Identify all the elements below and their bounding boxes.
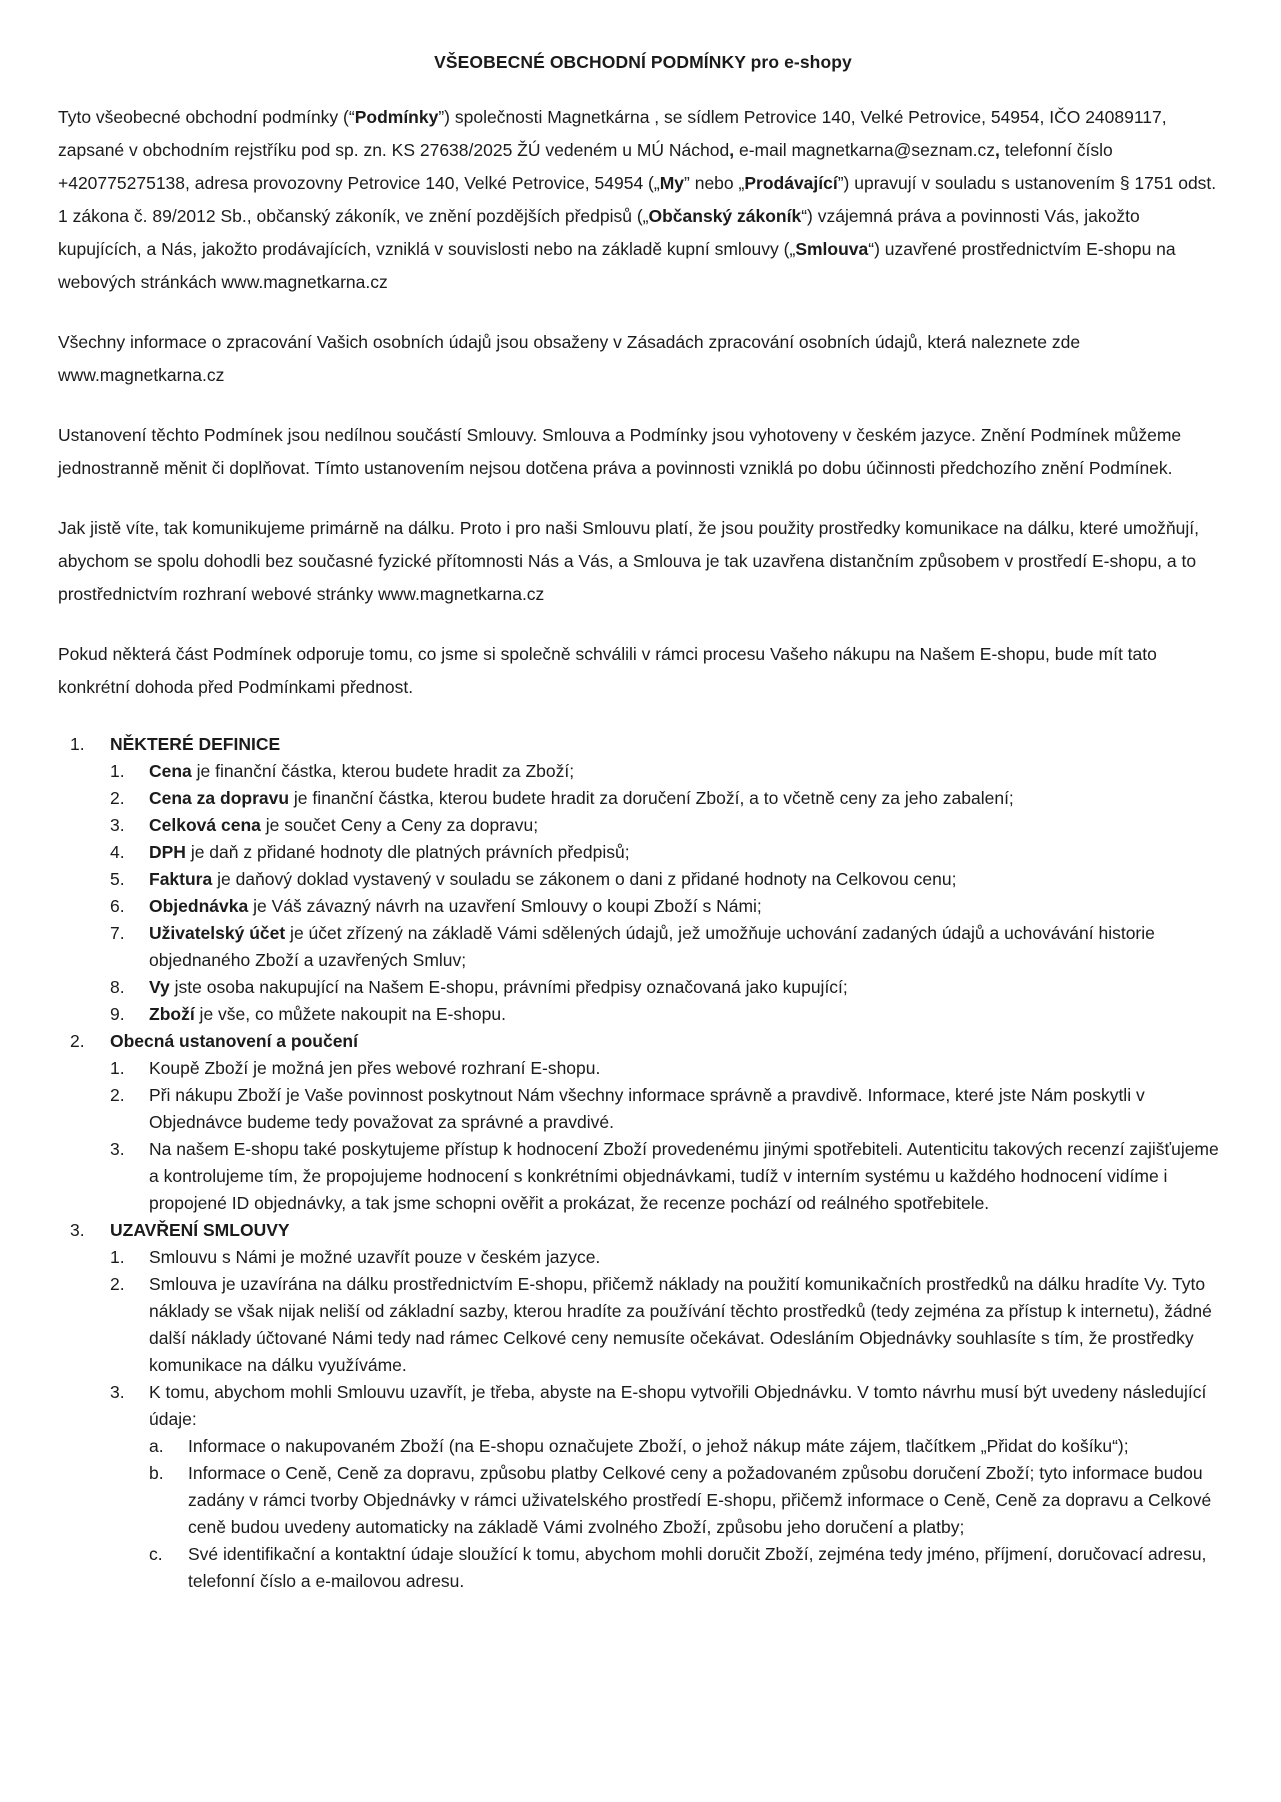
item-text	[149, 896, 762, 916]
item-description: Na našem E-shopu také poskytujeme přístup k hodnocení Zboží provedenému jinými spotřebiteli. Autenticitu takových recenzí zajišťujeme a kontrolujeme tím, že propojujeme hodnocení s konkrétními objednávkami, tudíž v interním systému u každého hodnocení vidíme i propojené ID objednávky, a tak jsme schopni ověřit a prokázat, že recenze pochází od reálného spotřebitele.	[149, 1139, 1219, 1213]
document-title: VŠEOBECNÉ OBCHODNÍ PODMÍNKY pro e-shopy	[434, 52, 852, 72]
text-run: telefonní číslo +420775275138, adresa provozovny Petrovice 140, Velké Petrovice, 54954 („	[58, 140, 1113, 193]
item-text	[149, 788, 1014, 808]
defined-term: Faktura	[149, 869, 213, 889]
list-item	[110, 1244, 1228, 1271]
item-number: 1.	[110, 761, 125, 781]
defined-term: Celková cena	[149, 815, 261, 835]
intro-paragraph-3: Ustanovení těchto Podmínek jsou nedílnou součástí Smlouvy. Smlouva a Podmínky jsou vyhotoveny v českém jazyce. Znění Podmínek můžeme jednostranně měnit či doplňovat. Tímto ustanovením nejsou dotčena práva a povinnosti vzniklá po dobu účinnosti předchozího znění Podmínek.	[58, 425, 1182, 478]
item-description: Smlouvu s Námi je možné uzavřít pouze v českém jazyce.	[149, 1247, 601, 1267]
item-description: je účet zřízený na základě Vámi sdělených údajů, jež umožňuje uchování zadaných údajů a uchovávání historie objednaného Zboží a uzavřených Smluv;	[149, 923, 1155, 970]
sub-item-text: Své identifikační a kontaktní údaje sloužící k tomu, abychom mohli doručit Zboží, zejména tedy jméno, příjmení, doručovací adresu, telefonní číslo a e-mailovou adresu.	[188, 1544, 1207, 1591]
item-number: 8.	[110, 977, 125, 997]
defined-term: Cena za dopravu	[149, 788, 290, 808]
intro-paragraph-4: Jak jistě víte, tak komunikujeme primárně na dálku. Proto i pro naši Smlouvu platí, že jsou použity prostředky komunikace na dálku, které umožňují, abychom se spolu dohodli bez současné fyzické přítomnosti Nás a Vás, a Smlouva je tak uzavřena distančním způsobem v prostředí E-shopu, a to prostřednictvím rozhraní webové stránky www.magnetkarna.cz	[58, 518, 1199, 604]
defined-term: Občanský zákoník	[648, 206, 802, 226]
intro-paragraph-2: Všechny informace o zpracování Vašich osobních údajů jsou obsaženy v Zásadách zpracování osobních údajů, která naleznete zde www.magnetkarna.cz	[58, 332, 1081, 385]
item-description: Smlouva je uzavírána na dálku prostřednictvím E-shopu, přičemž náklady na použití komunikačních prostředků na dálku hradíte Vy. Tyto náklady se však nijak neliší od základní sazby, kterou hradíte za používání těchto prostředků (tedy zejména za přístup k internetu), žádné další náklady účtované Námi tedy nad rámec Celkové ceny nemusíte očekávat. Odesláním Objednávky souhlasíte s tím, že prostředky komunikace na dálku využíváme.	[149, 1274, 1212, 1375]
item-number: 3.	[110, 1382, 125, 1402]
defined-term: Vy	[149, 977, 170, 997]
item-number: 5.	[110, 869, 125, 889]
list-item	[110, 974, 1228, 1001]
sections-list	[58, 731, 1228, 1595]
text-run: ” nebo „	[684, 173, 745, 193]
list-item	[110, 1271, 1228, 1379]
sub-item-letter: c.	[149, 1544, 163, 1564]
item-text	[149, 842, 630, 862]
item-number: 1.	[110, 1247, 125, 1267]
item-text	[149, 761, 574, 781]
section-1	[58, 731, 1228, 1028]
text-run: e-mail magnetkarna@seznam.cz	[734, 140, 996, 160]
item-text	[149, 1004, 506, 1024]
item-text	[149, 1247, 600, 1267]
list-item	[110, 812, 1228, 839]
item-text	[149, 977, 848, 997]
list-item	[110, 785, 1228, 812]
defined-term: ,	[995, 140, 1000, 160]
item-number: 1.	[110, 1058, 125, 1078]
intro-paragraph-5: Pokud některá část Podmínek odporuje tomu, co jsme si společně schválili v rámci procesu Vašeho nákupu na Našem E-shopu, bude mít tato konkrétní dohoda před Podmínkami přednost.	[58, 644, 1157, 697]
item-description: je daň z přidané hodnoty dle platných právních předpisů;	[185, 842, 630, 862]
text-run: Tyto všeobecné obchodní podmínky (“	[58, 107, 355, 127]
list-item	[110, 1001, 1228, 1028]
section-number: 3.	[70, 1220, 85, 1240]
text-run: “) uzavřené prostřednictvím E-shopu na webových stránkách www.magnetkarna.cz	[58, 239, 1176, 292]
list-item	[110, 1136, 1228, 1217]
section-number: 2.	[70, 1031, 85, 1051]
item-description: jste osoba nakupující na Našem E-shopu, právními předpisy označovaná jako kupující;	[169, 977, 848, 997]
defined-term: My	[659, 173, 685, 193]
defined-term: Podmínky	[354, 107, 439, 127]
item-description: Při nákupu Zboží je Vaše povinnost poskytnout Nám všechny informace správně a pravdivě. Informace, které jste Nám poskytli v Objednávce budeme tedy považovat za správné a pravdivé.	[149, 1085, 1145, 1132]
item-text	[149, 815, 538, 835]
item-text	[149, 923, 1155, 970]
sub-item	[149, 1460, 1228, 1541]
text-run: ”) upravují v souladu s ustanovením § 1751 odst. 1 zákona č. 89/2012 Sb., občanský zákoník, ve znění pozdějších předpisů („	[58, 173, 1217, 226]
defined-term: Prodávající	[744, 173, 838, 193]
list-item	[110, 1379, 1228, 1595]
sub-item	[149, 1541, 1228, 1595]
item-number: 3.	[110, 1139, 125, 1159]
list-item	[110, 893, 1228, 920]
defined-term: Zboží	[149, 1004, 195, 1024]
item-description: je daňový doklad vystavený v souladu se zákonem o dani z přidané hodnoty na Celkovou cenu;	[212, 869, 957, 889]
sub-item-text: Informace o nakupovaném Zboží (na E-shopu označujete Zboží, o jehož nákup máte zájem, tlačítkem „Přidat do košíku“);	[188, 1436, 1129, 1456]
item-description: K tomu, abychom mohli Smlouvu uzavřít, je třeba, abyste na E-shopu vytvořili Objednávku. V tomto návrhu musí být uvedeny následující údaje:	[149, 1382, 1207, 1429]
list-item	[110, 1055, 1228, 1082]
section-title: UZAVŘENÍ SMLOUVY	[110, 1220, 290, 1240]
item-number: 3.	[110, 815, 125, 835]
item-description: je součet Ceny a Ceny za dopravu;	[260, 815, 539, 835]
item-number: 9.	[110, 1004, 125, 1024]
item-description: je finanční částka, kterou budete hradit za doručení Zboží, a to včetně ceny za jeho zabalení;	[289, 788, 1014, 808]
list-item	[110, 758, 1228, 785]
section-3	[58, 1217, 1228, 1595]
text-run: ”) společnosti Magnetkárna , se sídlem Petrovice 140, Velké Petrovice, 54954, IČO 24089117, zapsané v obchodním rejstříku pod sp. zn. KS 27638/2025 ŽÚ vedeném u MÚ Náchod	[58, 107, 1167, 160]
section-title: NĚKTERÉ DEFINICE	[110, 734, 281, 754]
item-text	[149, 1274, 1212, 1375]
item-number: 2.	[110, 1085, 125, 1105]
intro-paragraph-1	[58, 101, 1228, 299]
item-number: 6.	[110, 896, 125, 916]
list-item	[110, 866, 1228, 893]
sub-item-letter: a.	[149, 1436, 164, 1456]
item-description: je Váš závazný návrh na uzavření Smlouvy o koupi Zboží s Námi;	[248, 896, 762, 916]
item-description: je finanční částka, kterou budete hradit za Zboží;	[191, 761, 575, 781]
item-text	[149, 1382, 1206, 1429]
sub-item-text: Informace o Ceně, Ceně za dopravu, způsobu platby Celkové ceny a požadovaném způsobu doručení Zboží; tyto informace budou zadány v rámci tvorby Objednávky v rámci uživatelského prostředí E-shopu, přičemž informace o Ceně, Ceně za dopravu a Celkové ceně budou uvedeny automaticky na základě Vámi zvolného Zboží, způsobu jeho doručení a platby;	[188, 1463, 1212, 1537]
defined-term: Objednávka	[149, 896, 249, 916]
document-page	[58, 52, 1228, 1595]
item-text	[149, 1139, 1219, 1213]
defined-term: Smlouva	[795, 239, 869, 259]
defined-term: Cena	[149, 761, 192, 781]
defined-term: Uživatelský účet	[149, 923, 286, 943]
list-item	[110, 839, 1228, 866]
sub-item-letter: b.	[149, 1463, 164, 1483]
section-number: 1.	[70, 734, 85, 754]
defined-term: ,	[729, 140, 735, 160]
section-title: Obecná ustanovení a poučení	[110, 1031, 358, 1051]
list-item	[110, 920, 1228, 974]
item-number: 4.	[110, 842, 125, 862]
item-description: je vše, co můžete nakoupit na E-shopu.	[194, 1004, 506, 1024]
defined-term: DPH	[149, 842, 186, 862]
text-run: “) vzájemná práva a povinnosti Vás, jakožto kupujících, a Nás, jakožto prodávajících, vzniklá v souvislosti nebo na základě kupní smlouvy („	[58, 206, 1140, 259]
sub-item	[149, 1433, 1228, 1460]
item-text	[149, 1085, 1145, 1132]
item-description: Koupě Zboží je možná jen přes webové rozhraní E-shopu.	[149, 1058, 601, 1078]
item-text	[149, 869, 956, 889]
item-number: 2.	[110, 1274, 125, 1294]
item-number: 2.	[110, 788, 125, 808]
list-item	[110, 1082, 1228, 1136]
item-number: 7.	[110, 923, 125, 943]
section-2	[58, 1028, 1228, 1217]
item-text	[149, 1058, 600, 1078]
